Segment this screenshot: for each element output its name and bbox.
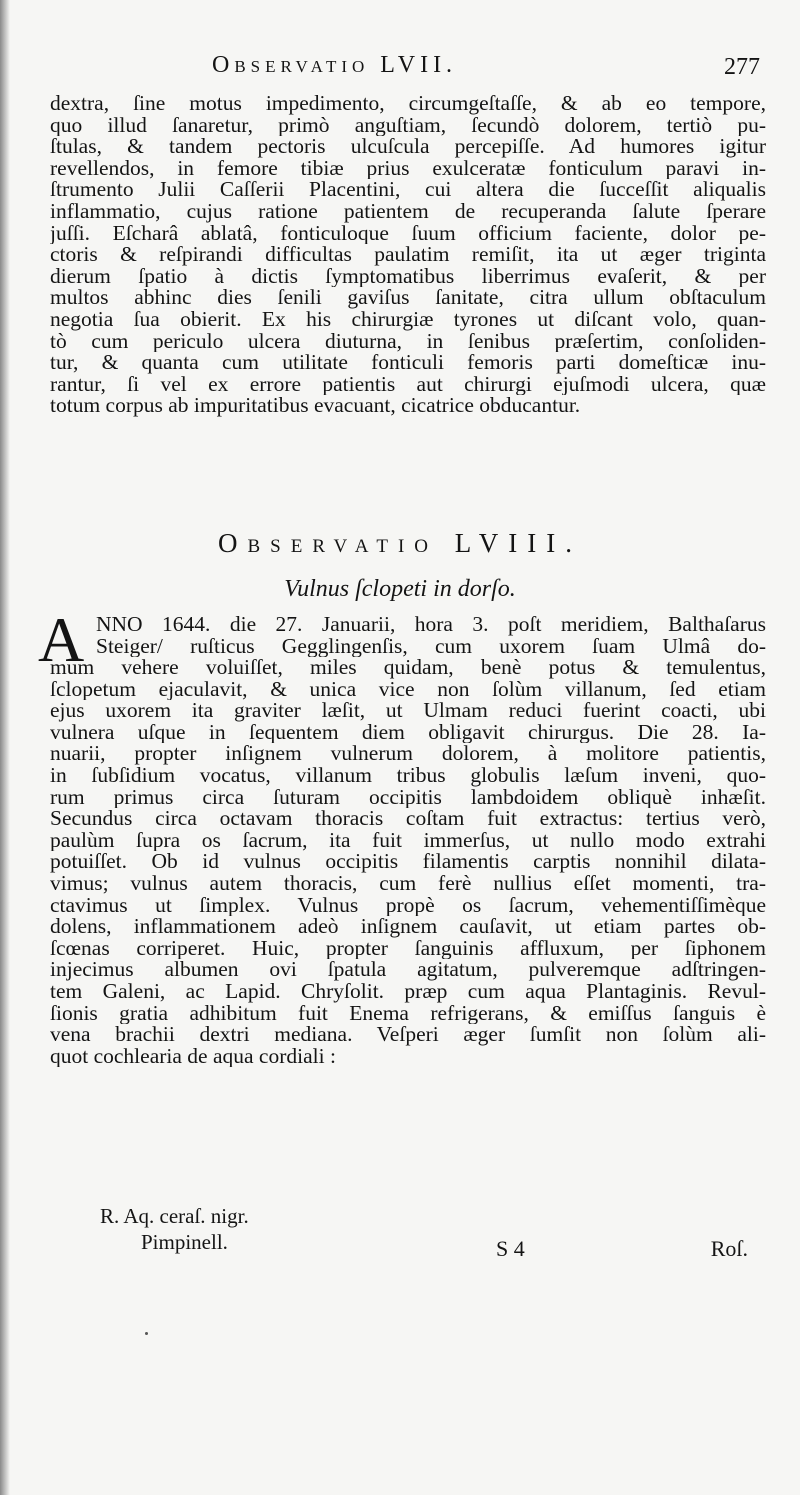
catchword: Roſ. [710,1236,748,1261]
text-line: totum corpus ab impuritatibus evacuant, cicatrice obducantur. [50,395,581,417]
text-line: ctoris & reſpirandi difficultas paulatim remiſit, ita ut æger triginta [50,244,766,266]
text-line: dolens, inflammationem adeò inſignem cauſavit, ut etiam partes ob- [50,916,766,938]
text-line: tur, & quanta cum utilitate fonticuli femoris parti domeſticæ inu- [50,352,766,374]
text-line: mum vehere voluiſſet, miles quidam, benè potus & temulentus, [50,657,766,679]
observation-opening-lines [96,614,766,657]
text-line: ctavimus ut ſimplex. Vulnus propè os ſacrum, vehementiſſimèque [50,894,766,917]
text-line: negotia ſua obierit. Ex his chirurgiæ tyrones ut diſcant volo, quan- [50,308,766,331]
text-line: Secundus circa octavam thoracis coſtam fuit extractus: tertius verò, [50,808,766,830]
text-line: vimus; vulnus autem thoracis, cum ferè nullius eſſet momenti, tra- [50,872,766,895]
text-line: nuarii, propter inſignem vulnerum dolorem, à molitore patientis, [50,743,766,765]
text-line: tem Galeni, ac Lapid. Chryſolit. præp cum aqua Plantaginis. Revul- [50,980,766,1003]
text-line: Steiger/ ruſticus Gegglingenſis, cum uxorem ſuam Ulmâ do- [96,635,766,658]
text-line: dextra, ſine motus impedimento, circumgeſtaſſe, & ab eo tempore, [50,93,766,115]
text-line: injecimus albumen ovi ſpatula agitatum, pulveremque adſtringen- [50,959,766,981]
text-line: rum primus circa ſuturam occipitis lambdoidem obliquè inhæſit. [50,786,766,809]
text-line: rantur, ſi vel ex errore patientis aut chirurgi ejuſmodi ulcera, quæ [50,373,766,396]
text-line: potuiſſet. Ob id vulnus occipitis filamentis carptis nonnihil dilata- [50,851,766,873]
recipe-line: R. Aq. ceraſ. nigr. [100,1204,249,1228]
previous-observation-text [50,93,766,417]
text-line: ejus uxorem ita graviter læſit, ut Ulmam reduci fuerint coacti, ubi [50,700,766,722]
text-line: ſcœnas corriperet. Huic, propter ſanguinis affluxum, per ſiphonem [50,937,766,960]
signature-mark: S 4 [496,1236,525,1261]
recipe-line: Pimpinell. [141,1230,228,1254]
observation-heading: Observatio LVIII. [217,528,583,558]
text-line: ſionis gratia adhibitum fuit Enema refrigerans, & emiſſus ſanguis è [50,1002,766,1025]
running-title: Observatio LVII. [212,52,458,78]
text-line: quo illud ſanaretur, primò anguſtiam, ſecundò dolorem, tertiò pu- [50,114,766,137]
text-line: ſtulas, & tandem pectoris ulcuſcula percepiſſe. Ad humores igitur [50,136,766,158]
text-line: quot cochlearia de aqua cordiali : [50,1045,336,1068]
text-line: vena brachii dextri mediana. Veſperi æger ſumſit non ſolùm ali- [50,1024,766,1046]
running-head [0,52,800,84]
text-line: dierum ſpatio à dictis ſymptomatibus liberrimus evaſerit, & per [50,265,766,288]
text-line: vulnera uſque in ſequentem diem obligavit chirurgus. Die 28. Ia- [50,721,766,744]
text-line: NNO 1644. die 27. Januarii, hora 3. poſt meridiem, Balthaſarus [96,614,766,636]
gutter-shadow [0,0,10,1495]
text-line: juſſi. Eſcharâ ablatâ, fonticuloque ſuum officium faciente, dolor pe- [50,222,766,245]
text-line: inflammatio, cujus ratione patientem de recuperanda ſalute ſperare [50,200,766,223]
page-number: 277 [724,54,760,80]
text-line: revellendos, in femore tibiæ prius exulceratæ fonticulum paravi in- [50,157,766,180]
text-line: in ſubſidium vocatus, villanum tribus globulis læſum inveni, quo- [50,764,766,787]
text-line: paulùm ſupra os ſacrum, ita fuit immerſus, ut nullo modo extrahi [50,829,766,852]
text-line: tò cum periculo ulcera diuturna, in ſenibus præſertim, conſoliden- [50,330,766,353]
observation-body-text [50,657,766,1067]
text-line: ſclopetum ejaculavit, & unica vice non ſolùm villanum, ſed etiam [50,678,766,701]
drop-cap: A [38,604,85,675]
ink-speck [145,1332,148,1335]
text-line: multos abhinc dies ſenili gaviſus ſanitate, citra ullum obſtaculum [50,287,766,309]
observation-subheading: Vulnus ſclopeti in dorſo. [284,576,516,602]
text-line: ſtrumento Julii Caſſerii Placentini, cui altera die ſucceſſit aliqualis [50,179,766,201]
